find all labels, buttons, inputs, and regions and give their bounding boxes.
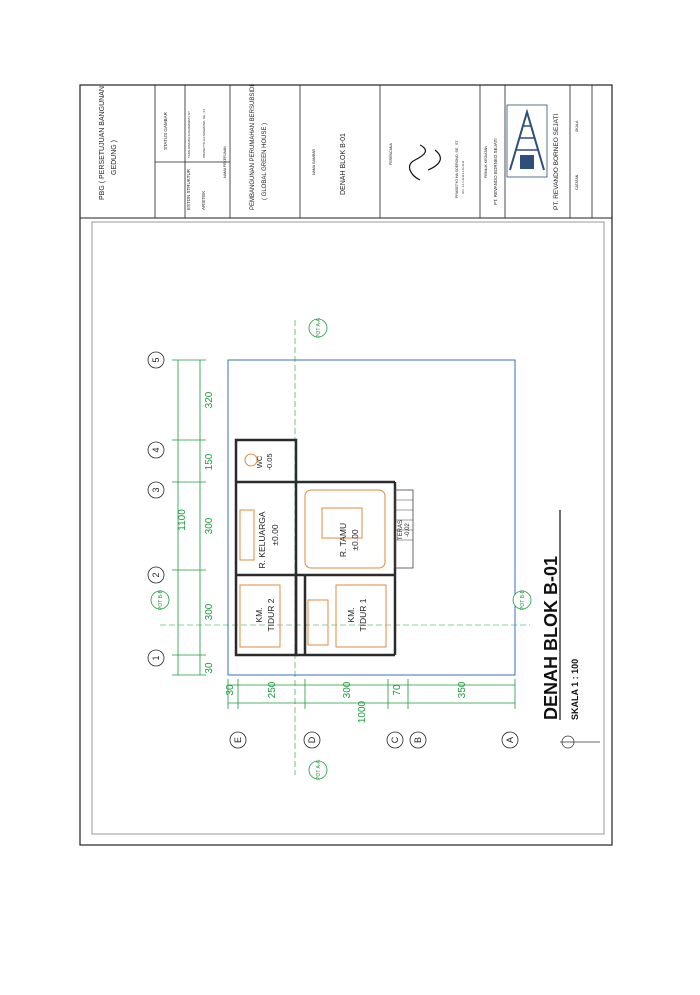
room-km2-name2: TIDUR 2 xyxy=(266,598,276,632)
dim-30-h: 30 xyxy=(204,662,215,674)
room-keluarga-level: ±0.00 xyxy=(270,524,280,546)
project-type: PBG ( PERSETUJUAN BANGUNAN xyxy=(99,86,106,200)
dim-overall-depth: 1000 xyxy=(357,700,368,724)
arsitek-name: PRASETYO HA SOERONO, SE., ST xyxy=(202,108,206,158)
drawing-name: DENAH BLOK B-01 xyxy=(340,133,347,195)
room-tamu-name: R. TAMU xyxy=(338,522,348,558)
room-teras-name: TERAS xyxy=(398,519,404,541)
room-tamu-level: ±0.00 xyxy=(350,529,360,551)
dim-300c: 300 xyxy=(342,681,353,699)
grid-number-4: 4 xyxy=(151,447,161,453)
status-label: STATUS GAMBAR xyxy=(163,112,168,150)
owner-name: PT. REVANDO BORNEO SEJATI xyxy=(493,138,498,205)
project-type-2: GEDUNG ) xyxy=(111,140,118,175)
notes-label: CATATAN xyxy=(575,174,579,190)
room-wc-name: WC xyxy=(255,455,264,469)
project-name-label: NAMA PEKERJAAN xyxy=(223,146,227,178)
dim-300b: 300 xyxy=(204,603,215,621)
arsitek-label: ARSITEK xyxy=(201,190,206,210)
room-km2-name: KM. xyxy=(254,607,264,623)
owner-label: PEMILIK KEGIATAN xyxy=(484,146,488,178)
grid-letter-b: B xyxy=(413,736,423,744)
room-teras-level: -0.02 xyxy=(405,523,411,537)
dim-overall-width: 1100 xyxy=(177,509,188,531)
grid-number-5: 5 xyxy=(151,357,161,363)
grid-number-3: 3 xyxy=(151,487,161,493)
svg-text:POT B-B: POT B-B xyxy=(520,590,526,610)
dim-150: 150 xyxy=(204,453,215,471)
room-km1-name: KM. xyxy=(346,607,356,623)
planner-sub: SKK : 1.1.1.11.11.1.1.11.11.11 xyxy=(462,160,465,194)
room-km1-name2: TIDUR 1 xyxy=(358,598,368,632)
dim-320: 320 xyxy=(204,391,215,409)
project-name-1: PEMBANGUNAN PERUMAHAN BERSUBSIDI xyxy=(250,84,256,210)
svg-text:POT B-B: POT B-B xyxy=(158,590,164,610)
company-name: PT. REVANDO BORNEO SEJATI xyxy=(553,113,560,210)
drawing-name-label: NAMA GAMBAR xyxy=(312,148,316,175)
room-keluarga-name: R. KELUARGA xyxy=(257,511,267,569)
grid-letter-e: E xyxy=(233,736,243,744)
plan-title: DENAH BLOK B-01 xyxy=(541,555,561,720)
project-name-2: ( GLOBAL GREEN HOUSE ) xyxy=(262,122,268,200)
grid-number-1: 1 xyxy=(151,655,161,661)
dim-70: 70 xyxy=(392,684,403,696)
grid-letter-d: D xyxy=(307,736,317,744)
planner-label: PERENCANA xyxy=(389,143,393,165)
room-wc-level: -0.05 xyxy=(265,453,274,471)
dim-250: 250 xyxy=(267,681,278,699)
svg-text:POT A-A: POT A-A xyxy=(316,760,322,780)
grid-number-2: 2 xyxy=(151,572,161,578)
scale-label: SKALA xyxy=(575,120,579,132)
svg-text:POT A-A: POT A-A xyxy=(316,318,322,338)
dim-350: 350 xyxy=(457,681,468,699)
dim-300a: 300 xyxy=(204,517,215,535)
dim-30-v: 30 xyxy=(225,684,236,696)
grid-letter-c: C xyxy=(390,736,400,744)
struktur-label: ESTDN STRUKTUR xyxy=(186,168,191,210)
planner-signatory: PRASETYO HA SOERONO, SE., ST xyxy=(455,140,459,198)
grid-letter-a: A xyxy=(505,736,515,744)
struktur-name: YANG DIMUNA KUSUMAWATI, ST xyxy=(187,110,191,158)
plan-scale: SKALA 1 : 100 xyxy=(570,658,580,720)
